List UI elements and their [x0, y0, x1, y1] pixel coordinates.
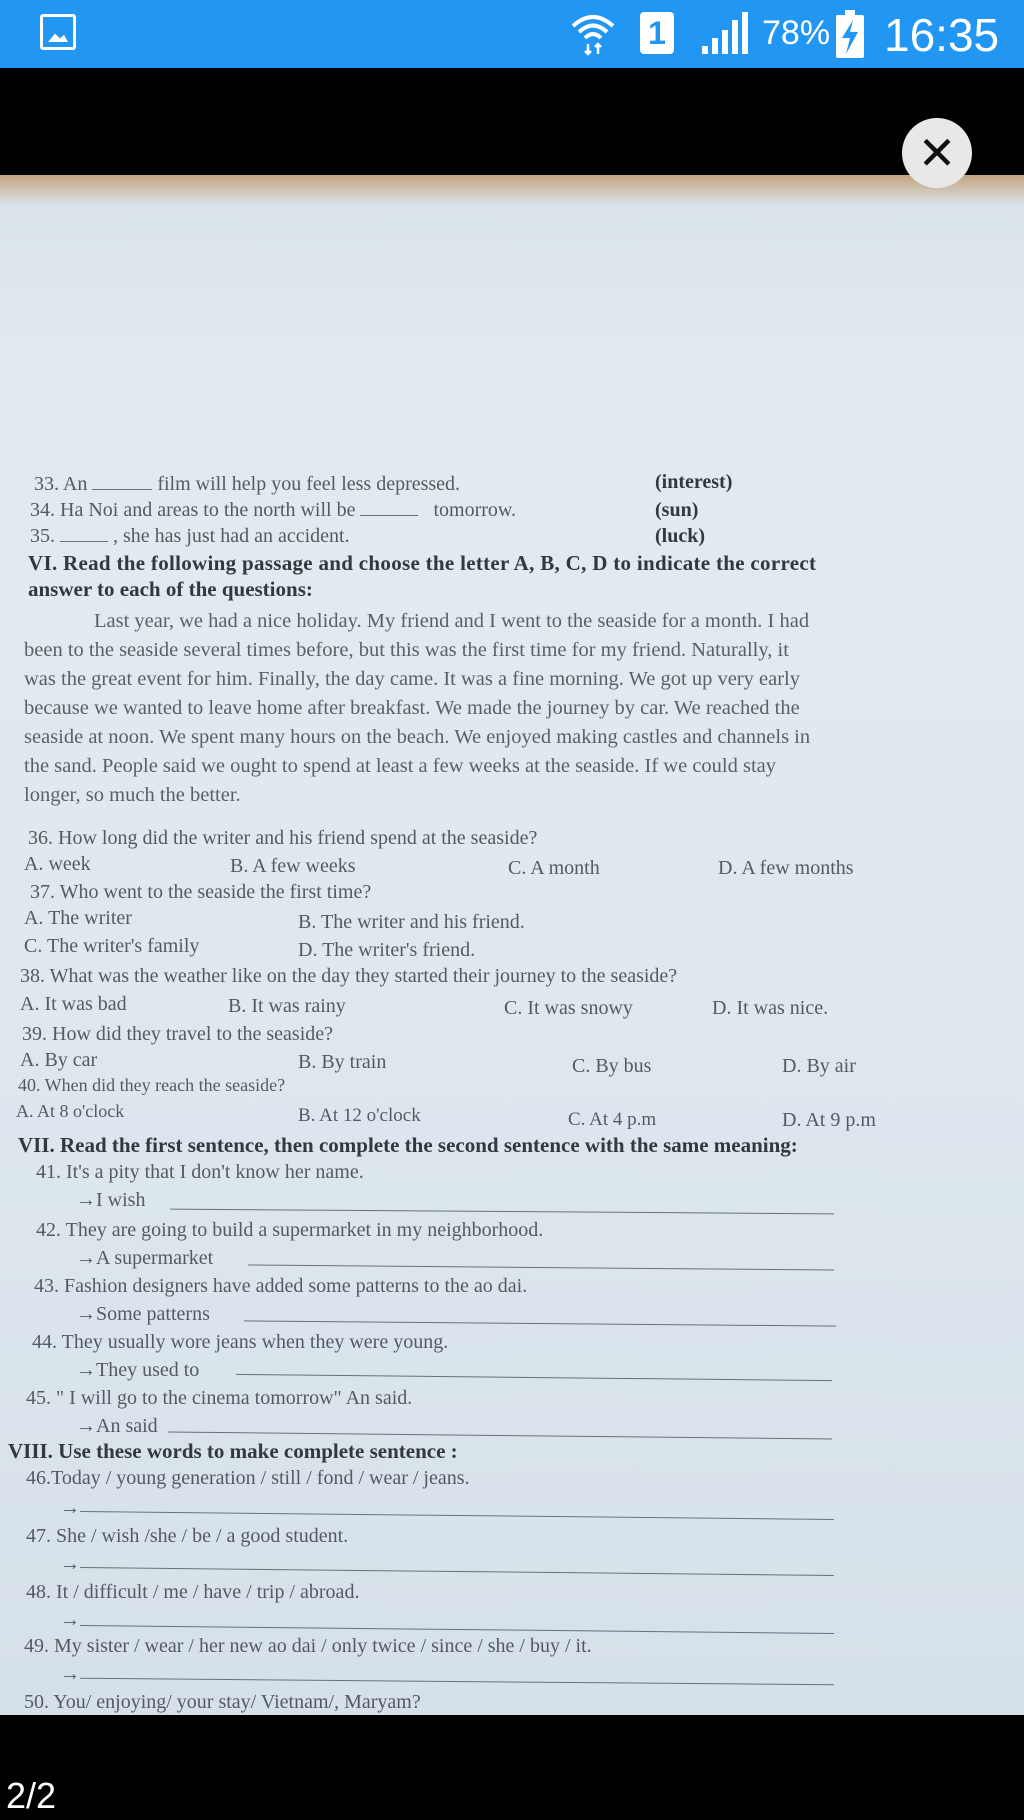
question-40: 40. When did they reach the seaside? [18, 1075, 286, 1095]
option-a: A. week [24, 853, 91, 875]
answer-line [170, 1209, 834, 1215]
question-48: 48. It / difficult / me / have / trip / abroad. [26, 1581, 360, 1603]
option-b: B. The writer and his friend. [298, 911, 525, 933]
option-c: C. By bus [572, 1055, 652, 1077]
close-button[interactable]: ✕ [902, 118, 972, 188]
option-b: B. A few weeks [230, 855, 356, 877]
question-36: 36. How long did the writer and his friend spend at the seaside? [28, 827, 538, 849]
option-c: C. The writer's family [24, 935, 200, 957]
answer-line [80, 1678, 834, 1686]
wifi-icon [570, 10, 616, 56]
option-b: B. It was rainy [228, 995, 346, 1017]
answer-line [80, 1625, 834, 1634]
worksheet-photo [0, 175, 1024, 1715]
reading-passage: Last year, we had a nice holiday. My friend and I went to the seaside for a month. I had been to the seaside several times before, but this was the first time for my friend. Naturally, it was the great event for him. Finally, the day came. It was a fine morning. We got up very early because we wanted to leave home after breakfast. We made the journey by car. We reached the seaside at noon. We spent many hours on the beach. We enjoyed making castles and channels in the sand. People said we ought to spend at least a few weeks at the seaside. If we could stay longer, so much the better. [24, 610, 811, 806]
viewer-bottom-bar [0, 1715, 1024, 1820]
option-b: B. At 12 o'clock [298, 1105, 421, 1126]
page-indicator: 2/2 [6, 1775, 57, 1816]
question-39: 39. How did they travel to the seaside? [22, 1023, 334, 1045]
hint-33: (interest) [655, 471, 733, 493]
arrow: → [60, 1663, 80, 1685]
answer-blank [360, 515, 418, 516]
section-7-title: VII. Read the first sentence, then complete the second sentence with the same meaning: [18, 1133, 798, 1157]
option-c: C. At 4 p.m [568, 1109, 657, 1130]
worksheet-page [0, 375, 1024, 1715]
question-43: 43. Fashion designers have added some patterns to the ao dai. [34, 1275, 528, 1297]
rewrite-start: →I wish [76, 1189, 146, 1211]
question-42: 42. They are going to build a supermarket in my neighborhood. [36, 1219, 544, 1241]
option-a: A. The writer [24, 907, 132, 929]
rewrite-start: →They used to [76, 1359, 200, 1381]
arrow: → [60, 1497, 80, 1519]
option-c: C. A month [508, 857, 600, 879]
option-c: C. It was snowy [504, 997, 633, 1019]
hint-35: (luck) [655, 525, 705, 547]
status-bar [0, 0, 1024, 68]
option-d: D. By air [782, 1055, 856, 1077]
option-a: A. By car [20, 1049, 98, 1071]
question-47: 47. She / wish /she / be / a good student. [26, 1525, 349, 1547]
section-6-title-cont: answer to each of the questions: [28, 577, 313, 601]
question-35: 35. , she has just had an accident. [30, 525, 350, 547]
battery-charging-icon [836, 10, 864, 58]
answer-blank [92, 489, 152, 490]
battery-percent: 78% [762, 14, 831, 52]
image-notification-icon [40, 14, 76, 50]
arrow: → [60, 1553, 80, 1575]
hint-34: (sun) [655, 499, 699, 521]
option-d: D. It was nice. [712, 997, 829, 1019]
rewrite-start: →An said [76, 1415, 158, 1437]
answer-line [244, 1320, 836, 1326]
question-34: 34. Ha Noi and areas to the north will be tomorrow. [30, 499, 517, 521]
question-49: 49. My sister / wear / her new ao dai / only twice / since / she / buy / it. [24, 1635, 592, 1657]
section-8-title: VIII. Use these words to make complete sentence : [8, 1439, 458, 1463]
answer-line [248, 1264, 834, 1270]
question-44: 44. They usually wore jeans when they were young. [32, 1331, 449, 1353]
sim-icon: 1 [640, 12, 674, 54]
answer-line [236, 1374, 832, 1381]
question-50: 50. You/ enjoying/ your stay/ Vietnam/, Maryam? [24, 1691, 421, 1713]
section-6-title: VI. Read the following passage and choose the letter A, B, C, D to indicate the correct [28, 551, 817, 575]
question-46: 46.Today / young generation / still / fond / wear / jeans. [26, 1467, 470, 1489]
rewrite-start: →Some patterns [76, 1303, 210, 1325]
option-b: B. By train [298, 1051, 387, 1073]
option-d: D. The writer's friend. [298, 939, 476, 961]
answer-blank [60, 541, 108, 542]
question-38: 38. What was the weather like on the day they started their journey to the seaside? [20, 965, 678, 987]
option-d: D. A few months [718, 857, 854, 879]
rewrite-start: →A supermarket [76, 1247, 214, 1269]
option-a: A. It was bad [20, 993, 127, 1015]
question-45: 45. " I will go to the cinema tomorrow" An said. [26, 1387, 413, 1409]
option-d: D. At 9 p.m [782, 1109, 876, 1131]
option-a: A. At 8 o'clock [16, 1101, 125, 1121]
question-37: 37. Who went to the seaside the first time? [30, 881, 372, 903]
clock: 16:35 [884, 9, 1000, 61]
question-41: 41. It's a pity that I don't know her name. [36, 1161, 364, 1183]
signal-icon [700, 12, 750, 56]
viewer-top-bar [0, 68, 1024, 178]
arrow: → [60, 1609, 80, 1631]
answer-line [80, 1511, 834, 1520]
question-33: 33. An film will help you feel less depressed. [34, 473, 461, 495]
answer-line [80, 1567, 834, 1576]
